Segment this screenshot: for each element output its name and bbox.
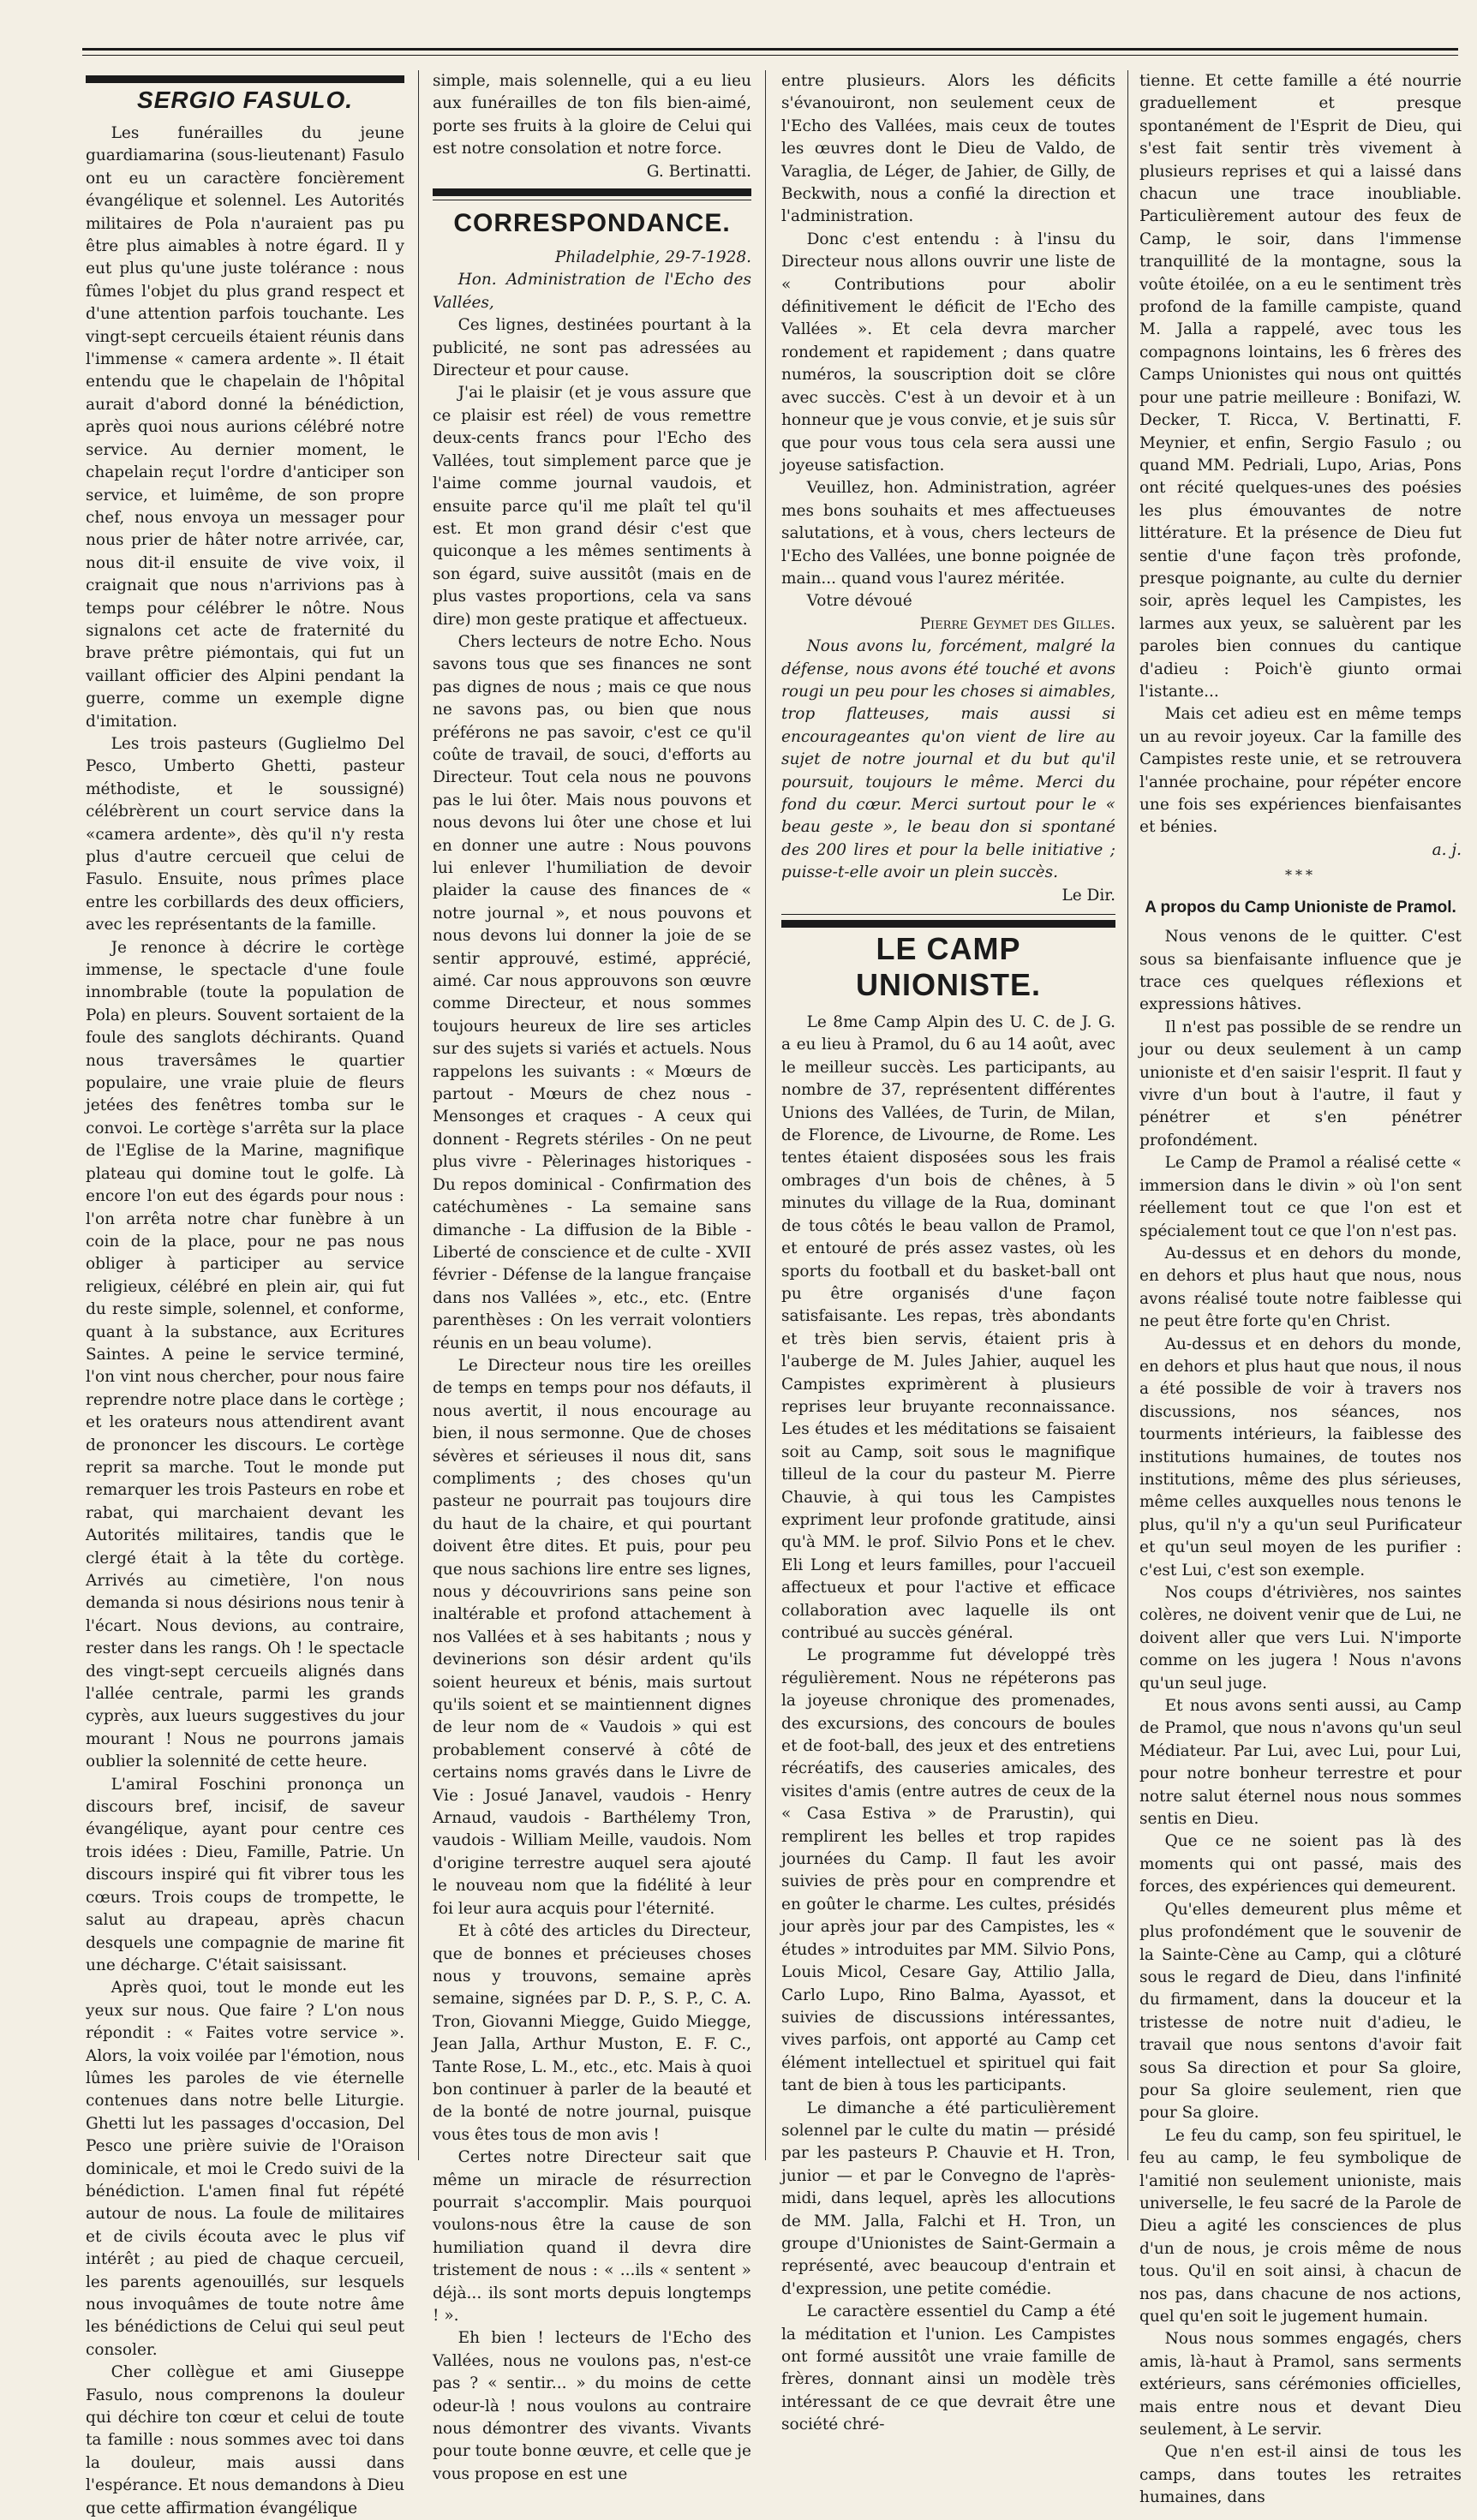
paragraph: Je renonce à décrire le cortège immense, le spectacle d'une foule innombrable (toute la population de Pola) en pleurs. Souvent sortaient de la foule des sanglots déchirants. Quand nous traversâmes le quartier populaire, une vraie pluie de fleurs jetées des fenêtres tomba sur le convoi. Le cortège s'arrêta sur la place de l'Eglise de la Marine, magnifique plateau qui domine tout le golfe. Là encore l'on eut des égards pour nous : l'on arrêta notre char funèbre à un coin de la place, pour ne pas nous obliger à participer au service religieux, célébré en plein air, qui fut du reste simple, solennel, et conforme, quant à la substance, aux Ecritures Saintes. A peine le service terminé, l'on vint nous chercher, pour nous faire reprendre notre place dans le cortège ; et les orateurs nous attendirent avant de prononcer les discours. Le cortège reprit sa marche. Tout le monde put remarquer les trois Pasteurs en robe et rabat, qui marchaient devant les Autorités militaires, tandis que le clergé était à la tête du cortège. Arrivés au cimetière, l'on nous demanda si nous désirions nous tenir à l'écart. Nous devions, au contraire, rester dans les rangs. Oh ! le spectacle des vingt-sept cercueils alignés dans l'allée centrale, parmi les grands cyprès, aux lueurs suggestives du jour mourant ! Nous ne pourrons jamais oublier la solennité de cette heure. [86,938,404,1771]
salutation: Hon. Administration de l'Echo des Vallées, [433,271,751,312]
paragraph: Les trois pasteurs (Guglielmo Del Pesco, Umberto Ghetti, pasteur méthodiste, et le soussigné) célébrèrent un court service dans la «camera ardente», dès qu'il n'y resta plus d'autre cercueil que celui de Fasulo. Ensuite, nous prîmes place entre les corbillards des deux officiers, avec les représentants de la famille. [86,734,404,935]
column-2 [433,70,751,2483]
article-title-camp-unioniste: LE CAMP UNIONISTE. [855,931,1041,1003]
column-divider [418,70,419,2160]
paragraph: Les funérailles du jeune guardiamarina (sous-lieutenant) Fasulo ont eu un caractère foncièrement évangélique et solennel. Les Autorités militaires de Pola n'auraient pas pu être plus aimables à notre égard. Il y eut plus qu'une juste tolérance : nous fûmes l'objet du plus grand respect et d'une attention parfois touchante. Les vingt-sept cercueils étaient réunis dans l'immense « camera ardente ». Il était entendu que le chapelain de l'hôpital aurait d'abord donné la bénédiction, après quoi nous aurions célébré notre service. Au dernier moment, le chapelain reçut l'ordre d'anticiper son service, et luimême, de son propre chef, nous envoya un messager pour nous prier de hâter notre arrivée, car, nous dit-il ensuite de vive voix, il craignait que nous n'arrivions pas à temps pour célébrer le nôtre. Nous signalons cet acte de fraternité du brave prêtre piémontais, qui fut un vaillant officier des Alpini pendant la guerre, comme un exemple digne d'imitation. [86,124,404,731]
heading-bar [433,188,751,196]
paragraph: Mais cet adieu est en même temps un au revoir joyeux. Car la famille des Campistes reste unie, et se retrouvera l'année prochaine, pour répéter encore une fois ses expériences bienfaisantes et bénies. [1139,705,1462,837]
signature: G. Bertinatti. [646,162,751,181]
editor-note: Nous avons lu, forcément, malgré la défense, nous avons été touché et avons rougi un peu pour les choses si aimables, trop flatteuses, mais aussi si encourageantes qu'on vient de lire au sujet de notre journal et du but qu'il poursuit, toujours le même. Merci du fond du cœur. Merci surtout pour le « beau geste », le beau don si spontané des 200 lires et pour la belle initiative ; puisse-t-elle avoir un plein succès. [781,637,1115,882]
paragraph: entre plusieurs. Alors les déficits s'évanouiront, non seulement ceux de l'Echo des Vallées, mais ceux de toutes les œuvres dont le Dieu de Valdo, de Varaglia, de Léger, de Jahier, de Gilly, de Beckwith, nous a confié la direction et l'administration. [781,72,1115,226]
paragraph: Il n'est pas possible de se rendre un jour ou deux seulement à un camp unioniste et d'en saisir l'esprit. Il faut y vivre d'un bout à l'autre, il faut y pénétrer et s'en pénétrer profondément. [1139,1018,1462,1150]
paragraph: Et nous avons senti aussi, au Camp de Pramol, que nous n'avons qu'un seul Médiateur. Par Lui, avec Lui, pour Lui, pour notre bonheur terrestre et pour notre salut éternel nous nous sommes sentis en Dieu. [1139,1697,1462,1829]
paragraph: Chers lecteurs de notre Echo. Nous savons tous que ses finances ne sont pas dignes de nous ; mais ce que nous ne savons pas, ou bien que nous préférons ne pas savoir, c'est ce qu'il coûte de travail, de souci, d'efforts au Directeur. Tout cela nous ne pouvons pas le lui ôter. Mais nous pouvons et nous devons lui ôter une chose et lui en donner une autre : Nous pouvons lui enlever l'humiliation de devoir plaider la cause des finances de « notre journal », et nous pouvons et nous devons lui donner la joie de se sentir approuvé, estimé, apprécié, aimé. Car nous approuvons son œuvre comme Directeur, et nous sommes toujours heureux de lire ses articles sur des sujets si variés et actuels. Nous rappelons les suivants : « Mœurs de partout - Mœurs de chez nous - Mensonges et craques - A ceux qui donnent - Regrets stériles - On ne peut plus vivre - Pèlerinages historiques - Du repos dominical - Confirmation des catéchumènes - La semaine sans dimanche - La diffusion de la Bible - Liberté de conscience et de culte - XVII février - Défense de la langue française dans nos Vallées », etc., etc. (Entre parenthèses : On les verrait volontiers réunis en un beau volume). [433,632,751,1353]
paragraph: Le Camp de Pramol a réalisé cette « immersion dans le divin » où l'on sent réellement tout ce que l'on est et spécialement tout ce que l'on n'est pas. [1139,1154,1462,1240]
paragraph: Le 8me Camp Alpin des U. C. de J. G. a eu lieu à Pramol, du 6 au 14 août, avec le meilleur succès. Les participants, au nombre de 37, représentent différentes Unions des Vallées, de Turin, de Milan, de Florence, de Livourne, de Rome. Les tentes étaient disposées sous les frais ombrages d'un bois de chênes, à 5 minutes du village de la Rua, dominant de tous côtés le beau vallon de Pramol, et entouré de prés assez vastes, où les sports du football et du basket-ball ont pu être organisés d'une façon satisfaisante. Les repas, très abondants et très bien servis, étaient pris à l'auberge de M. Jules Jahier, auquel les Campistes exprimèrent à plusieurs reprises leur bruyante reconnaissance. Les études et les méditations se faisaient soit au Camp, soit sous le magnifique tilleul de la cour du pasteur M. Pierre Chauvie, à qui tous les Campistes expriment leur profonde gratitude, ainsi qu'à MM. le prof. Silvio Pons et le chev. Eli Long et leurs familles, pour l'accueil affectueux et pour l'active et efficace collaboration avec laquelle ils ont contribué au succès général. [781,1013,1115,1642]
article-title-a-propos: A propos du Camp Unioniste de Pramol. [1145,899,1456,917]
editor-signature: Le Dir. [1061,886,1115,905]
paragraph: Au-dessus et en dehors du monde, en dehors et plus haut que nous, il nous a été possible de voir à travers nos discussions, nos séances, nos tourments intérieurs, la faiblesse des institutions humaines, de toutes nos institutions, même des plus sérieuses, même celles auxquelles nous tenons le plus, qu'il n'y a qu'un seul Purificateur et qu'un seul moyen de les purifier : c'est Lui, c'est son exemple. [1139,1335,1462,1579]
paragraph: Le caractère essentiel du Camp a été la méditation et l'union. Les Campistes ont formé aussitôt une vraie famille de frères, donnant ainsi un modèle très intéressant de ce que devrait être une société chré- [781,2302,1115,2434]
paragraph: Veuillez, hon. Administration, agréer mes bons souhaits et mes affectueuses salutations, et à vous, chers lecteurs de l'Echo des Vallées, une bonne poignée de main... quand vous l'aurez méritée. [781,479,1115,588]
paragraph: Nos coups d'étrivières, nos saintes colères, ne doivent venir que de Lui, ne doivent aller que vers Lui. N'importe comme on les jugera ! Nous n'avons qu'un seul juge. [1139,1584,1462,1693]
top-rule [82,48,1458,51]
column-1 [86,70,404,2517]
paragraph: J'ai le plaisir (et je vous assure que ce plaisir est réel) de vous remettre deux-cents francs pour l'Echo des Vallées, tout simplement parce que je l'aime comme journal vaudois, et ensuite parce qu'il me plaît tel qu'il est. Et mon grand désir c'est que quiconque a les mêmes sentiments à son égard, suive aussitôt (mais en de plus vastes proportions, cela va sans dire) mon geste pratique et affectueux. [433,384,751,629]
paragraph: Le programme fut développé très régulièrement. Nous ne répéterons pas la joyeuse chronique des promenades, des excursions, des concours de boules et de foot-ball, des jeux et des entretiens récréatifs, des causeries amicales, des visites d'amis (entre autres de ceux de la « Casa Estiva » de Prarustin), qui remplirent les belles et trop rapides journées du Camp. Il faut les avoir suivies de près pour en comprendre et en goûter le charme. Les cultes, présidés jour après jour par des Campistes, les « études » introduites par MM. Silvio Pons, Louis Micol, Cesare Gay, Attilio Jalla, Carlo Lupo, Rino Balma, Ayassot, et suivies de discussions intéressantes, vives parfois, ont apporté au Camp cet élément intellectuel et spirituel qui fait tant de bien à tous les participants. [781,1646,1115,2095]
paragraph: Qu'elles demeurent plus même et plus profondément que le souvenir de la Sainte-Cène au Camp, qui a clôturé sous le regard de Dieu, dans l'infinité du firmament, dans la douceur et la tristesse de notre nuit d'adieu, le travail que nous sentons d'avoir fait sous Sa direction et pour Sa gloire, pour Sa gloire seulement, rien que pour Sa gloire. [1139,1900,1462,2123]
paragraph: Que n'en est-il ainsi de tous les camps, dans toutes les retraites humaines, dans [1139,2443,1462,2507]
paragraph: Donc c'est entendu : à l'insu du Directeur nous allons ouvrir une liste de « Contributions pour abolir définitivement le déficit de l'Echo des Vallées ». Et cela devra marcher rondement et rapidement ; dans quatre numéros, la souscription doit se clôre avec succès. C'est à un devoir et à un honneur que je vous convie, et je suis sûr que pour vous tous cela sera aussi une joyeuse satisfaction. [781,230,1115,475]
signature: a. j. [1432,840,1462,859]
signature: Pierre Geymet des Gilles. [919,614,1115,633]
article-title-correspondance: CORRESPONDANCE. [453,209,731,238]
paragraph: Ces lignes, destinées pourtant à la publicité, ne sont pas adressées au Directeur et pour cause. [433,316,751,380]
paragraph: Le Directeur nous tire les oreilles de temps en temps pour nos défauts, il nous avertit, il nous encourage au bien, il nous sermonne. Que de choses sévères et sérieuses il nous dit, sans compliments ; des choses qu'un pasteur ne pourrait pas toujours dire du haut de la chaire, et qui pourtant doivent être dites. Et puis, pour peu que nous sachions lire entre ses lignes, nous y découvririons sans peine son inaltérable et profond attachement à nos Vallées et à ses habitants ; nous y devinerions son désir ardent qu'ils soient heureux et bénis, mais surtout qu'ils soient et se maintiennent dignes de leur nom de « Vaudois » qui est probablement conservé à côté de certains noms gravés dans le Livre de Vie : Josué Janavel, vaudois - Henry Arnaud, vaudois - Barthélemy Tron, vaudois - William Meille, vaudois. Nom d'origine terrestre auquel sera ajouté le nouveau nom que la fidélité à leur foi leur aura acquis pour l'éternité. [433,1356,751,1918]
paragraph: L'amiral Foschini prononça un discours bref, incisif, de saveur évangélique, ayant pour centre ces trois idées : Dieu, Famille, Patrie. Un discours inspiré qui fit vibrer tous les cœurs. Trois coups de trompette, le salut au drapeau, après chacun desquels une compagnie de marine fit une décharge. C'était saisissant. [86,1775,404,1974]
paragraph: Après quoi, tout le monde eut les yeux sur nous. Que faire ? L'on nous répondit : « Faites votre service ». Alors, la voix voilée par l'émotion, nous lûmes les paroles de vie éternelle contenues dans notre belle Liturgie. Ghetti lut les passages d'occasion, Del Pesco une prière suivie de l'Oraison dominicale, et moi le Credo suivi de la bénédiction. L'amen final fut répété autour de nous. La foule de militaires et de civils écouta avec le plus vif intérêt ; au pied de chaque cercueil, les parents agenouillés, sur lesquels nous invoquâmes de toute notre âme les bénédictions de Celui qui seul peut consoler. [86,1979,404,2359]
paragraph: Cher collègue et ami Giuseppe Fasulo, nous comprenons la douleur qui déchire ton cœur et celui de toute ta famille : nous sommes avec toi dans la douleur, mais aussi dans l'espérance. Et nous demandons à Dieu que cette affirmation évangélique [86,2363,404,2517]
top-rule-thin [82,55,1458,56]
column-divider [765,70,766,2160]
column-divider [1127,70,1128,2160]
paragraph: Et à côté des articles du Directeur, que de bonnes et précieuses choses nous y trouvons, semaine après semaine, signées par D. P., S. P., C. A. Tron, Giovanni Miegge, Guido Miegge, Jean Jalla, Arthur Muston, E. F. C., Tante Rose, L. M., etc., etc. Mais à quoi bon continuer à parler de la beauté et de la bonté de notre journal, puisque vous êtes tous de mon avis ! [433,1922,751,2144]
heading-rule [781,914,1115,915]
heading-bar [86,75,404,83]
paragraph: Certes notre Directeur sait que même un miracle de résurrection pourrait s'accomplir. Mais pourquoi voulons-nous être la cause de son humiliation quand il devra dire tristement de nous : « ...ils « sentent » déjà... ils sont morts depuis longtemps ! ». [433,2148,751,2325]
paragraph: Nous venons de le quitter. C'est sous sa bienfaisante influence que je trace ces quelques réflexions et expressions hâtives. [1139,928,1462,1014]
paragraph: Nous nous sommes engagés, chers amis, là-haut à Pramol, sans serments extérieurs, sans cérémonies officielles, mais entre nous et devant Dieu seulement, à Le servir. [1139,2330,1462,2439]
dateline: Philadelphie, 29-7-1928. [554,248,751,267]
paragraph: tienne. Et cette famille a été nourrie graduellement et presque spontanément de l'Esprit de Dieu, qui s'est fait sentir très vivement à plusieurs reprises et qui a laissé dans chacun une trace inoubliable. Particulièrement autour des feux de Camp, le soir, dans l'immense tranquillité de la montagne, sous la voûte étoilée, on a eu le sentiment très profond de la famille campiste, quand M. Jalla a rappelé, avec tous les compagnons lointains, les 6 frères des Camps Unionistes qui nous ont quittés pour une patrie meilleure : Bonifazi, W. Decker, T. Ricca, V. Bertinatti, F. Meynier, et enfin, Sergio Fasulo ; ou quand MM. Pedriali, Lupo, Arias, Pons ont récité quelques-unes des poésies les plus émouvantes de notre littérature. Et la présence de Dieu fut sentie d'une façon très profonde, presque poignante, au culte du dernier soir, après lequel les Campistes, les larmes aux yeux, se saluèrent par les paroles bien connues du cantique d'adieu : Poich'è giunto ormai l'istante... [1139,72,1462,701]
paragraph: Que ce ne soient pas là des moments qui ont passé, mais des forces, des expériences qui demeurent. [1139,1832,1462,1896]
paragraph: Le dimanche a été particulièrement solennel par le culte du matin — présidé par les pasteurs P. Chauvie et H. Tron, junior — et par le Convegno de l'après-midi, dans lequel, après les allocutions de MM. Jalla, Falchi et H. Tron, un groupe d'Unionistes de Saint-Germain a représenté, avec beaucoup d'entrain et d'expression, une petite comédie. [781,2099,1115,2298]
paragraph: Eh bien ! lecteurs de l'Echo des Vallées, nous ne voulons pas, n'est-ce pas ? « sentir... » du moins de cette odeur-là ! nous voulons au contraire nous démontrer des vivants. Vivants pour toute bonne œuvre, et celle que je vous propose en est une [433,2329,751,2483]
closing: Votre dévoué [806,592,912,611]
column-3 [781,70,1115,2434]
column-4 [1139,70,1462,2507]
paragraph: simple, mais solennelle, qui a eu lieu aux funérailles de ton fils bien-aimé, porte ses fruits à la gloire de Celui qui est notre consolation et notre force. [433,72,751,158]
paragraph: Au-dessus et en dehors du monde, en dehors et plus haut que nous, nous avons réalisé toute notre faiblesse qui ne peut être forte qu'en Christ. [1139,1244,1462,1331]
paragraph: Le feu du camp, son feu spirituel, le feu au camp, le feu symbolique de l'amitié non seulement unioniste, mais universelle, le feu sacré de la Parole de Dieu a agité les consciences de plus d'un de nous, je crois même de nous tous. Qu'il en soit ainsi, à chacun de nos pas, dans chacune de nos actions, quel qu'en soit le jugement humain. [1139,2126,1462,2326]
heading-bar [781,920,1115,928]
separator-stars: *** [1285,867,1316,884]
article-title-sergio-fasulo: SERGIO FASULO. [136,87,354,113]
